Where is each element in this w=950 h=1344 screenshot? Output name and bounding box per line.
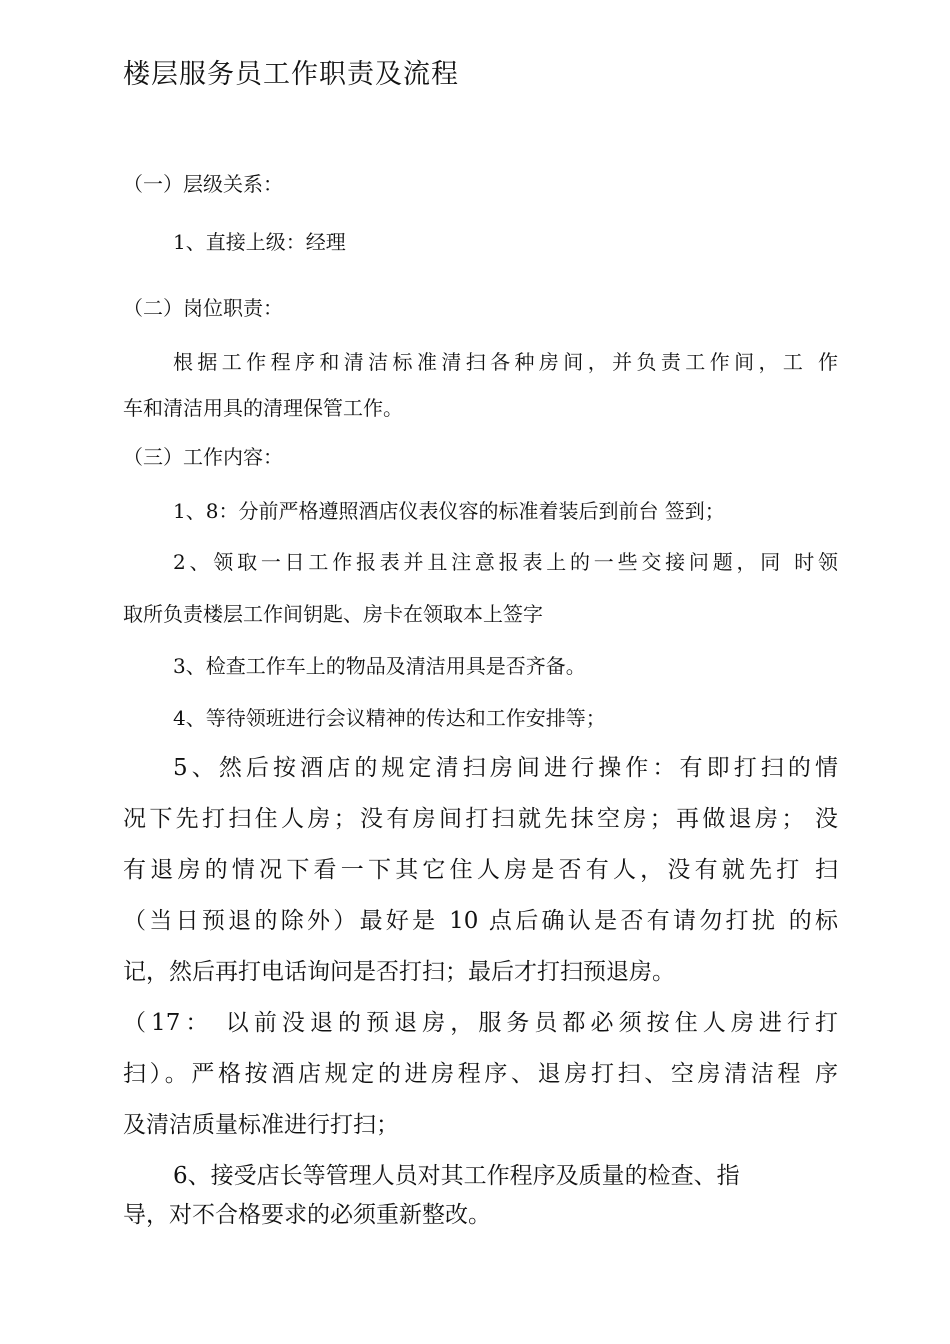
- duties-paragraph-line-2: 车和清洁用具的清理保管工作。: [123, 396, 403, 420]
- work-item-5-line-4: （当日预退的除外）最好是 10 点后确认是否有请勿打扰 的标: [123, 908, 838, 934]
- work-item-5-line-7: 扫）。严格按酒店规定的进房程序、退房打扫、空房清洁程 序: [123, 1061, 838, 1087]
- section-heading-hierarchy: （一）层级关系：: [123, 172, 283, 196]
- section-heading-work-content: （三）工作内容：: [123, 445, 283, 469]
- work-item-6-line-1: 6、接受店长等管理人员对其工作程序及质量的检查、指: [173, 1163, 740, 1189]
- work-item-2-line-2: 取所负责楼层工作间钥匙、房卡在领取本上签字: [123, 602, 543, 626]
- work-item-3: 3、检查工作车上的物品及清洁用具是否齐备。: [173, 654, 586, 678]
- duties-paragraph-line-1: 根据工作程序和清洁标准清扫各种房间，并负责工作间，工 作: [173, 350, 838, 374]
- work-item-5-line-2: 况下先打扫住人房；没有房间打扫就先抹空房；再做退房； 没: [123, 806, 838, 832]
- section-heading-duties: （二）岗位职责：: [123, 296, 283, 320]
- work-item-5-line-8: 及清洁质量标准进行打扫；: [123, 1112, 399, 1138]
- work-item-1: 1、8：分前严格遵照酒店仪表仪容的标准着装后到前台 签到；: [173, 499, 725, 523]
- work-item-6-line-2: 导，对不合格要求的必须重新整改。: [123, 1202, 491, 1228]
- work-item-2-line-1: 2、领取一日工作报表并且注意报表上的一些交接问题，同 时领: [173, 550, 838, 574]
- work-item-5-line-1: 5、然后按酒店的规定清扫房间进行操作：有即打扫的情: [173, 755, 838, 781]
- direct-superior-item: 1、直接上级：经理: [173, 230, 346, 254]
- work-item-5-line-6: （17： 以前没退的预退房，服务员都必须按住人房进行打: [123, 1010, 838, 1036]
- document-title: 楼层服务员工作职责及流程: [123, 59, 459, 90]
- work-item-5-line-3: 有退房的情况下看一下其它住人房是否有人，没有就先打 扫: [123, 857, 838, 883]
- work-item-5-line-5: 记，然后再打电话询问是否打扫；最后才打扫预退房。: [123, 959, 675, 985]
- work-item-4: 4、等待领班进行会议精神的传达和工作安排等；: [173, 706, 606, 730]
